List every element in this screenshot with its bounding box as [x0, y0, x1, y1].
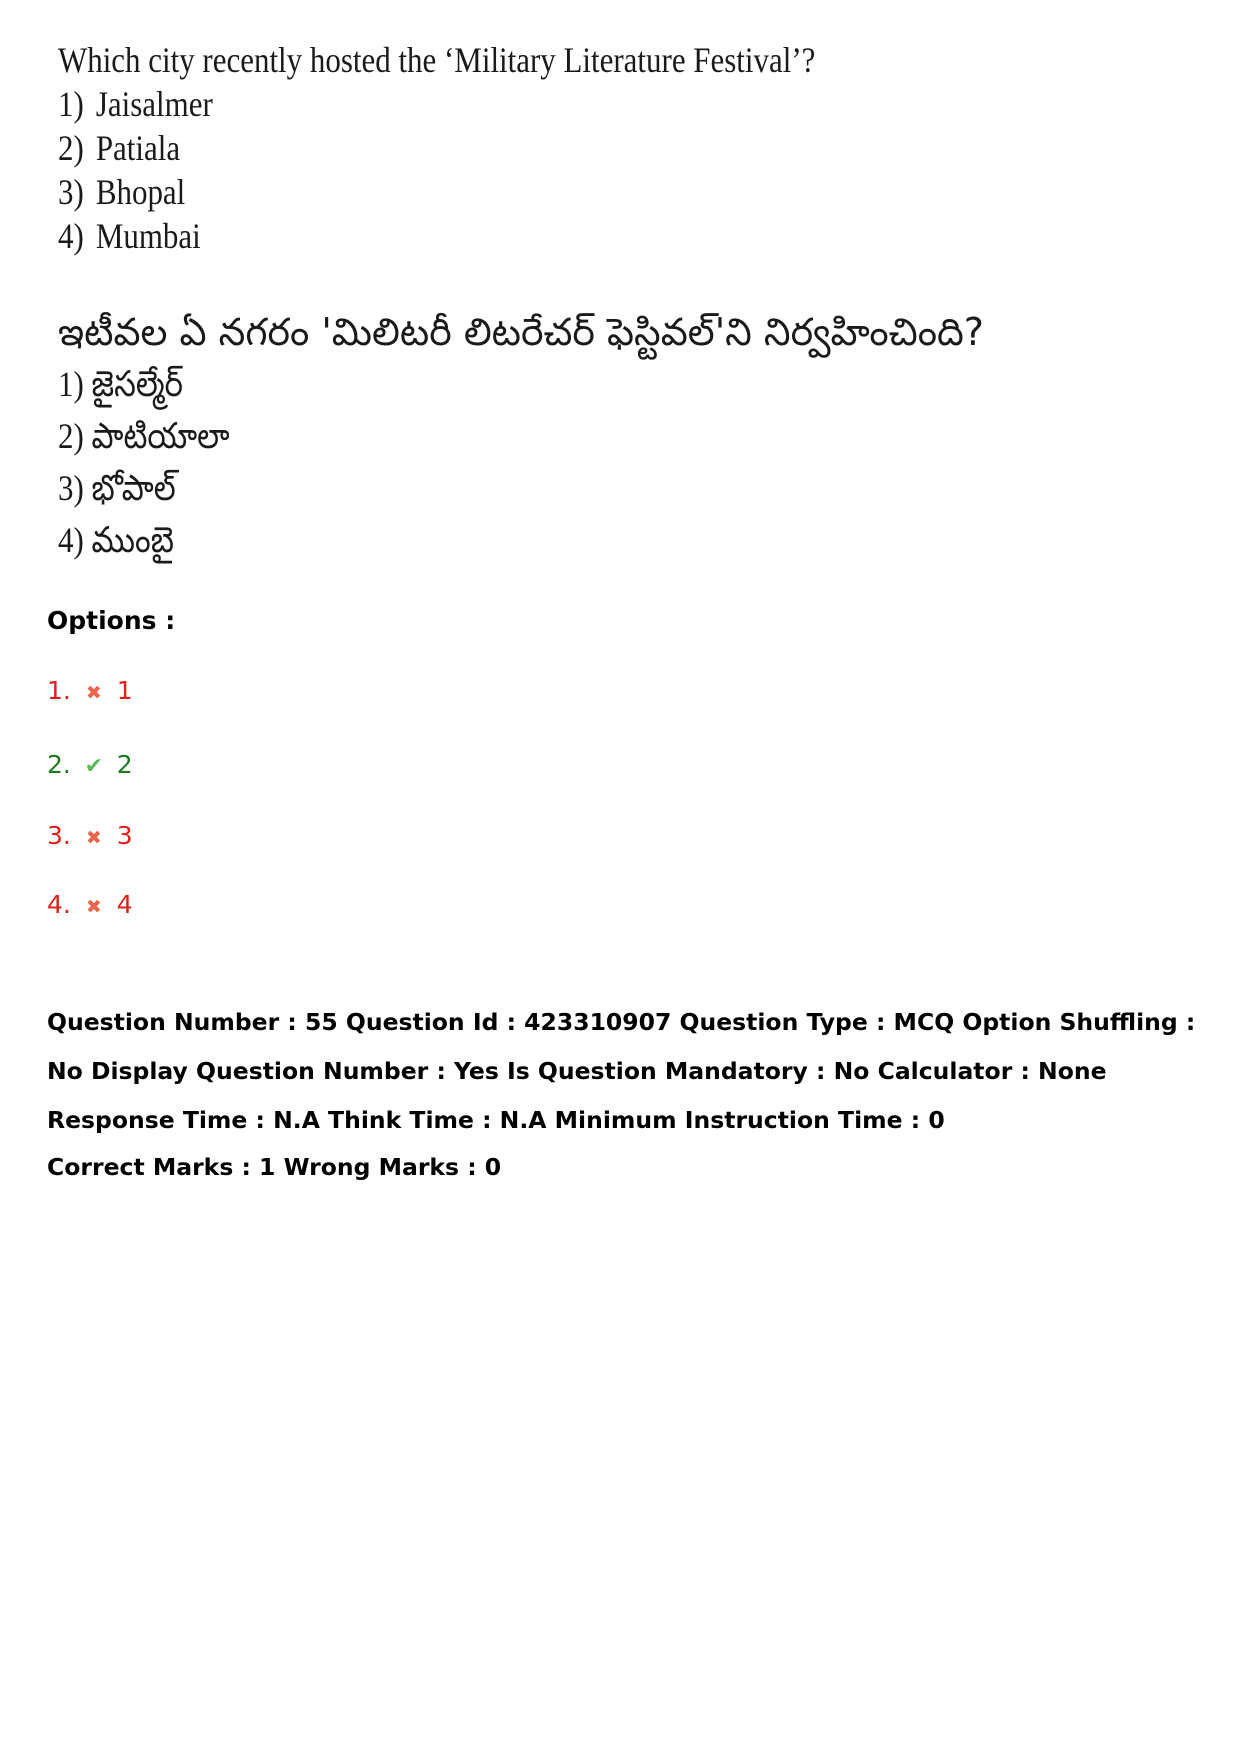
question-image [58, 38, 984, 566]
option-2[interactable] [47, 750, 133, 779]
choice-english: 3) Bhopal [58, 172, 186, 212]
choice-telugu: 3) భోపాల్ [58, 468, 176, 508]
option-value: 4 [116, 890, 133, 919]
option-index: 1. [47, 676, 71, 705]
options-label: Options : [47, 606, 176, 635]
question-text-english: Which city recently hosted the ‘Military Literature Festival’? [58, 40, 816, 80]
option-value: 2 [116, 750, 133, 779]
check-icon: ✔ [84, 754, 104, 779]
choice-telugu: 4) ముంబై [58, 520, 174, 560]
option-value: 3 [116, 821, 133, 850]
marks-info: Correct Marks : 1 Wrong Marks : 0 [47, 1153, 502, 1181]
option-index: 3. [47, 821, 71, 850]
option-index: 4. [47, 890, 71, 919]
question-choices-english [58, 82, 958, 258]
choice-telugu: 2) పాటియాలా [58, 416, 230, 456]
option-1[interactable] [47, 676, 133, 705]
choice-telugu: 1) జైసల్మేర్ [58, 364, 184, 404]
option-4[interactable] [47, 890, 133, 919]
question-metadata: Question Number : 55 Question Id : 423310907 Question Type : MCQ Option Shuffling : No Display Question Number : Yes Is Question Mandatory : No Calculator : None Response Time : N.A Think Time : N.A Minimum Instruction Time : 0 [47, 1008, 1196, 1134]
cross-icon: ✖ [85, 896, 102, 918]
question-telugu-block [58, 306, 984, 566]
cross-icon: ✖ [85, 827, 102, 849]
choice-english: 2) Patiala [58, 128, 181, 168]
question-text-telugu: ఇటీవల ఏ నగరం 'మిలిటరీ లిటరేచర్ ఫెస్టివల్'ని నిర్వహించింది? [58, 310, 984, 354]
choice-english: 4) Mumbai [58, 216, 201, 256]
option-3[interactable] [47, 821, 133, 850]
choice-english: 1) Jaisalmer [58, 84, 213, 124]
cross-icon: ✖ [85, 682, 102, 704]
option-index: 2. [47, 750, 71, 779]
question-choices-telugu [58, 358, 958, 566]
option-value: 1 [116, 676, 133, 705]
